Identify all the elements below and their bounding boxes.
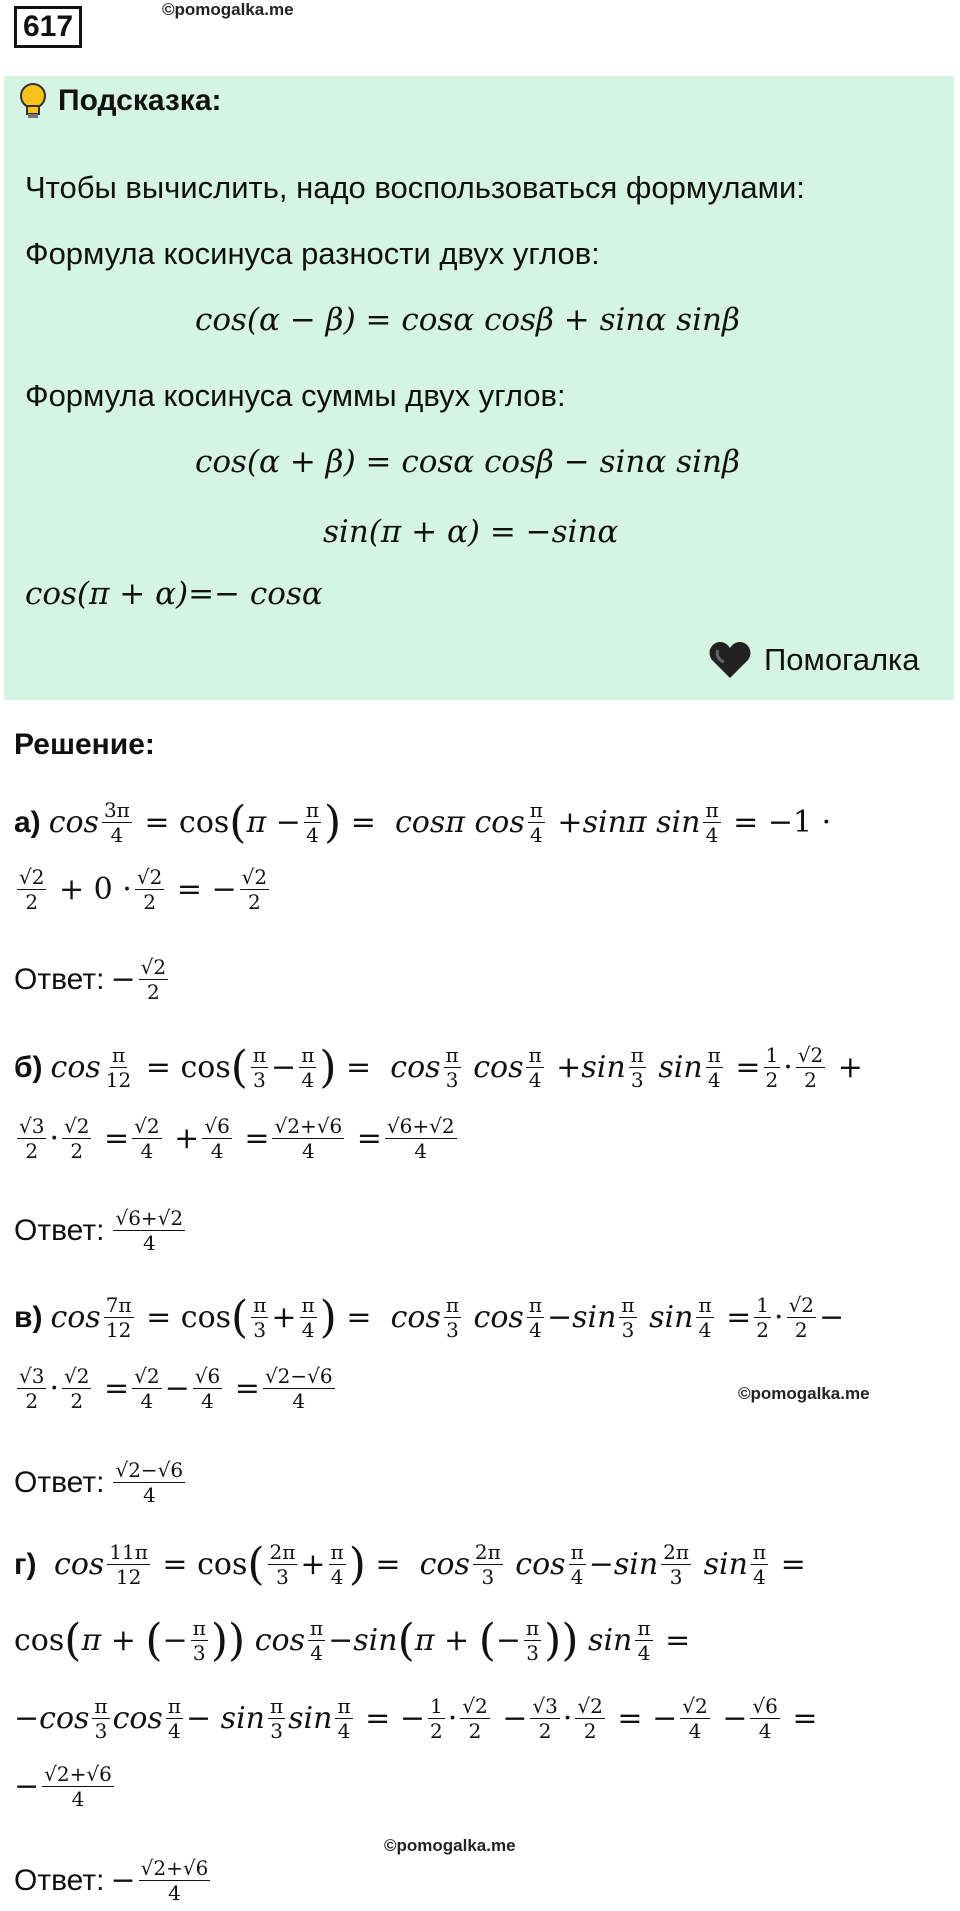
solution-g-line2: cos ( π + ( − $\frac{\pi}{3}$ )) cos $\frac{\pi}{4}$ − sin ( π + ( − $\frac{\pi}{3}$ )) sin $\frac{\pi}{4}$ = xyxy=(14,1614,691,1666)
label-g: г) xyxy=(14,1547,37,1581)
label-a: а) xyxy=(14,805,41,839)
label-v: в) xyxy=(14,1300,43,1334)
answer-g-label: Ответ: xyxy=(14,1863,105,1897)
solution-v-line1: в) cos $\frac{7\pi}{12}$ = cos ( $\frac{\pi}{3}$ + $\frac{\pi}{4}$ ) = cos $\frac{\pi}{3}$ cos $\frac{\pi}{4}$ − sin $\frac{\pi}{3}$ sin $\frac{\pi}{4}$ = $\frac{1}{2}$ · $\frac{√2}{2}$ − xyxy=(14,1291,845,1343)
solution-a-line2: $\frac{√2}{2}$ + 0 · $\frac{√2}{2}$ = − $\frac{√2}{2}$ xyxy=(19,865,268,914)
heart-icon xyxy=(708,640,752,680)
answer-v-label: Ответ: xyxy=(14,1465,105,1499)
answer-a-label: Ответ: xyxy=(14,962,105,996)
solution-b-line1: б) cos $\frac{\pi}{12}$ = cos ( $\frac{\pi}{3}$ − $\frac{\pi}{4}$ ) = cos $\frac{\pi}{3}$ cos $\frac{\pi}{4}$ + sin $\frac{\pi}{3}$ sin $\frac{\pi}{4}$ = $\frac{1}{2}$ · $\frac{√2}{2}$ + xyxy=(14,1041,863,1093)
solution-v-line2: $\frac{√3}{2}$ · $\frac{√2}{2}$ = $\frac{√2}{4}$ − $\frac{√6}{4}$ = $\frac{√2-√6}{4}$ xyxy=(19,1364,333,1413)
hint-text-3: Формула косинуса суммы двух углов: xyxy=(25,378,566,413)
formula-cos-diff: cos(α − β) = cosα cosβ + sinα sinβ xyxy=(195,302,740,338)
watermark-top: ©pomogalka.me xyxy=(162,0,294,19)
solution-title: Решение: xyxy=(14,728,155,761)
brand-label: Помогалка xyxy=(764,642,920,677)
answer-g: Ответ: − $\frac{√2+√6}{4}$ xyxy=(14,1856,209,1905)
formula-cos-pi: cos(π + α)=− cosα xyxy=(25,576,323,612)
answer-a: Ответ: − $\frac{√2}{2}$ xyxy=(14,955,167,1004)
answer-b-label: Ответ: xyxy=(14,1213,105,1247)
watermark-bottom: ©pomogalka.me xyxy=(384,1836,516,1855)
solution-g-line3: −cos $\frac{\pi}{3}$ cos $\frac{\pi}{4}$ − sin $\frac{\pi}{3}$ sin $\frac{\pi}{4}$ = − $\frac{1}{2}$ · $\frac{√2}{2}$ − $\frac{√3}{2}$ · $\frac{√2}{2}$ = − $\frac{√2}{4}$ − $\frac{√6}{4}$ = xyxy=(14,1694,818,1743)
solution-b-line2: $\frac{√3}{2}$ · $\frac{√2}{2}$ = $\frac{√2}{4}$ + $\frac{√6}{4}$ = $\frac{√2+√6}{4}$ = $\frac{√6+√2}{4}$ xyxy=(19,1114,455,1163)
formula-sin-pi: sin(π + α) = −sinα xyxy=(323,514,619,550)
lightbulb-icon xyxy=(18,82,48,122)
problem-number: 617 xyxy=(14,6,82,48)
hint-title: Подсказка: xyxy=(58,84,222,117)
answer-b: Ответ: $\frac{√6+√2}{4}$ xyxy=(14,1206,184,1255)
solution-g-line4: − $\frac{√2+√6}{4}$ xyxy=(14,1762,112,1811)
hint-text-2: Формула косинуса разности двух углов: xyxy=(25,236,600,271)
watermark-middle: ©pomogalka.me xyxy=(738,1384,870,1403)
formula-cos-sum: cos(α + β) = cosα cosβ − sinα sinβ xyxy=(195,444,740,480)
solution-a-line1: а) cos $\frac{3\pi}{4}$ = cos ( π − $\frac{\pi}{4}$ ) = cosπ cos $\frac{\pi}{4}$ + sinπ sin $\frac{\pi}{4}$ = −1 · xyxy=(14,796,832,848)
answer-v: Ответ: $\frac{√2-√6}{4}$ xyxy=(14,1458,184,1507)
hint-text-1: Чтобы вычислить, надо воспользоваться формулами: xyxy=(25,170,805,205)
label-b: б) xyxy=(14,1050,43,1084)
solution-g-line1: г) cos $\frac{11\pi}{12}$ = cos ( $\frac{2\pi}{3}$ + $\frac{\pi}{4}$ ) = cos $\frac{2\pi}{3}$ cos $\frac{\pi}{4}$ − sin $\frac{2\pi}{3}$ sin $\frac{\pi}{4}$ = xyxy=(14,1538,806,1590)
